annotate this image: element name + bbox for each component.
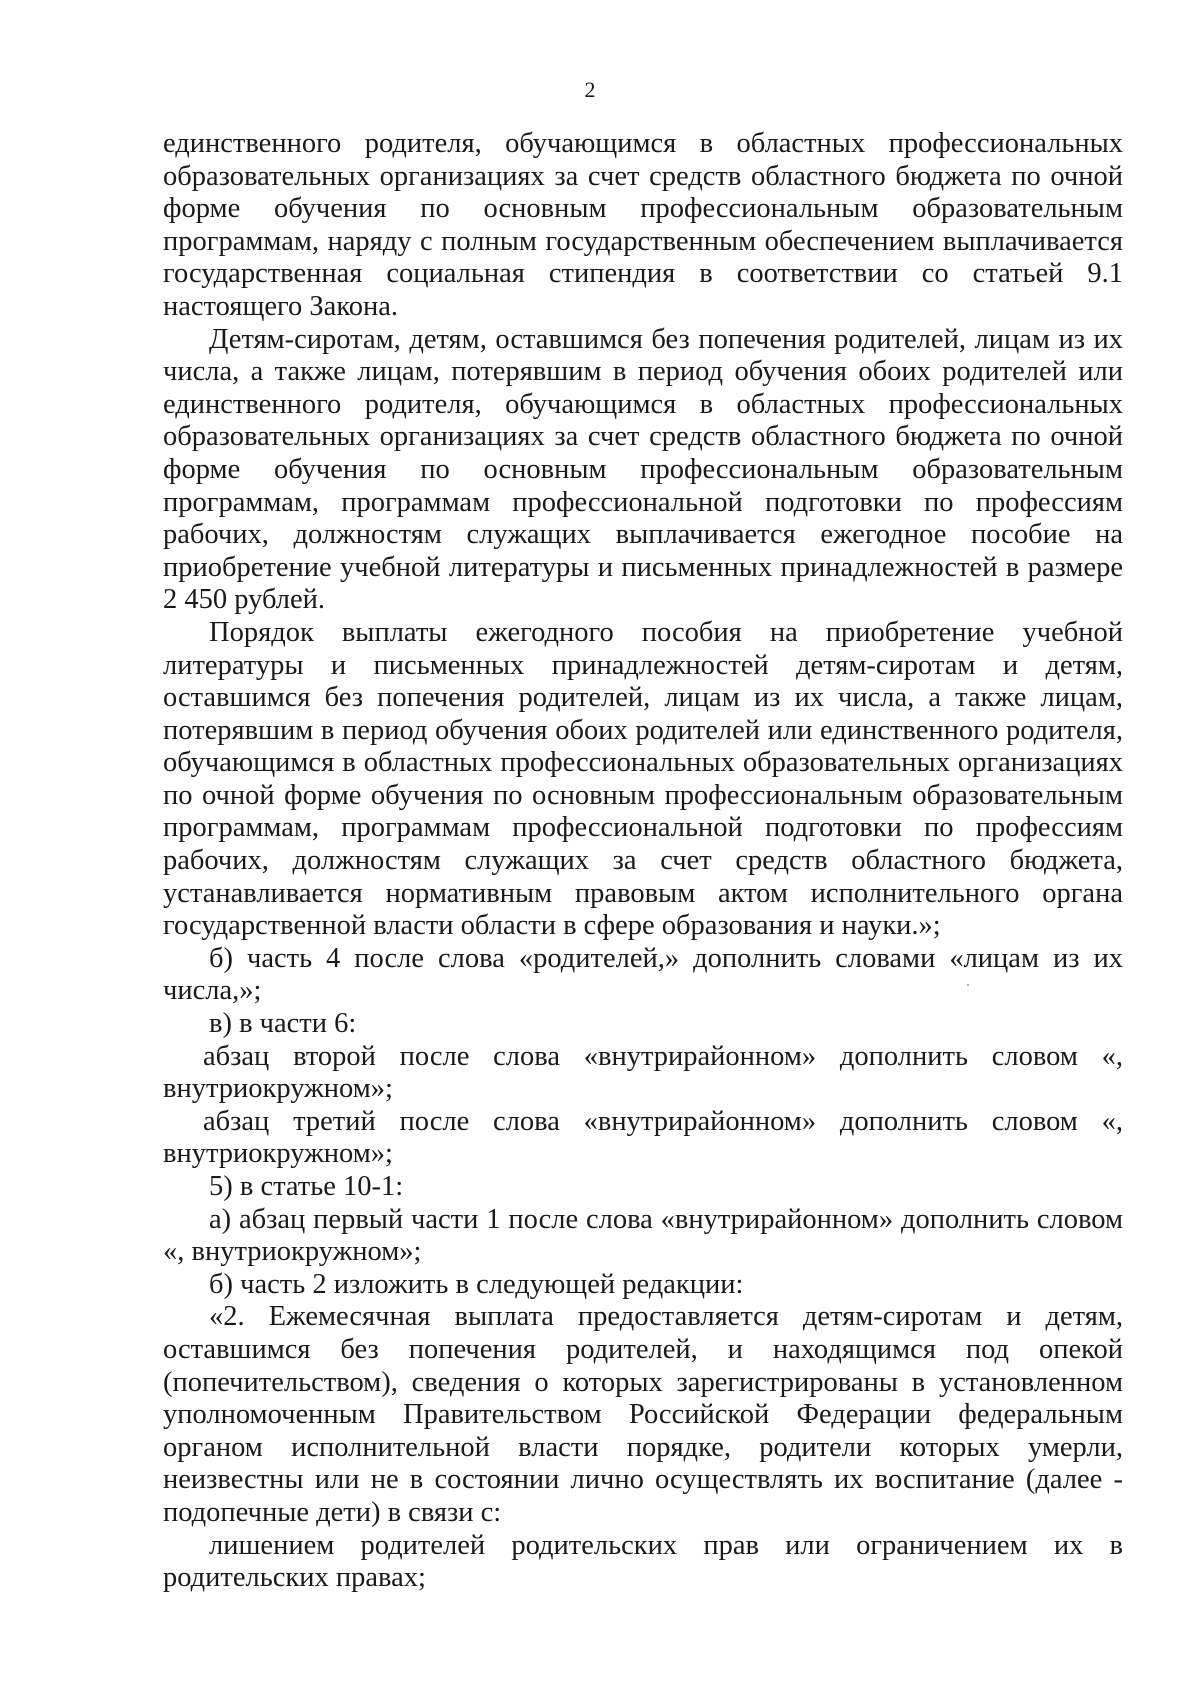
paragraph-item-v-part-6: в) в части 6: — [209, 1008, 357, 1040]
paragraph-deprivation-of-rights: лишением родителей родительских прав или ограничением их в родительских правах; — [163, 1529, 1123, 1594]
paragraph-item-a-part-1: а) абзац первый части 1 после слова «внутрирайонном» дополнить словом «, внутриокружном»; — [163, 1203, 1123, 1268]
paragraph-annual-allowance: Детям-сиротам, детям, оставшимся без попечения родителей, лицам из их числа, а также лицам, потерявшим в период обучения обоих родителей или единственного родителя, обучающимся в областных профессиональных образовательных организациях за счет средств областного бюджета по очной форме обучения по основным профессиональным образовательным программам, программам профессиональной подготовки по профессиям рабочих, должностям служащих выплачивается ежегодное пособие на приобретение учебной литературы и письменных принадлежностей в размере 2 450 рублей. — [163, 323, 1123, 616]
paragraph-stipend: единственного родителя, обучающимся в областных профессиональных образовательных организациях за счет средств областного бюджета по очной форме обучения по основным профессиональным образовательным программам, наряду с полным государственным обеспечением выплачивается государственная социальная стипендия в соответствии со статьей 9.1 настоящего Закона. — [163, 128, 1123, 322]
paragraph-third-abzac: абзац третий после слова «внутрирайонном» дополнить словом «, внутриокружном»; — [163, 1105, 1123, 1170]
paragraph-article-10-1: 5) в статье 10-1: — [209, 1171, 404, 1202]
paragraph-monthly-payment: «2. Ежемесячная выплата предоставляется детям-сиротам и детям, оставшимся без попечения родителей, и находящимся под опекой (попечительством), сведения о которых зарегистрированы в установленном уполномоченным Правительством Российской Федерации федеральным органом исполнительной власти порядке, родители которых умерли, неизвестны или не в состоянии лично осуществлять их воспитание (далее - подопечные дети) в связи с: — [163, 1301, 1123, 1528]
paragraph-second-abzac: абзац второй после слова «внутрирайонном» дополнить словом «, внутриокружном»; — [163, 1040, 1123, 1105]
paragraph-item-b-part-4: б) часть 4 после слова «родителей,» дополнить словами «лицам из их числа,»; — [163, 942, 1123, 1007]
paragraph-payment-procedure: Порядок выплаты ежегодного пособия на приобретение учебной литературы и письменных принадлежностей детям-сиротам и детям, оставшимся без попечения родителей, лицам из их числа, а также лицам, потерявшим в период обучения обоих родителей или единственного родителя, обучающимся в областных профессиональных образовательных организациях по очной форме обучения по основным профессиональным образовательным программам, программам профессиональной подготовки по профессиям рабочих, должностям служащих за счет средств областного бюджета, устанавливается нормативным правовым актом исполнительного органа государственной власти области в сфере образования и науки.»; — [163, 616, 1123, 942]
document-body — [163, 128, 1123, 1595]
page-number: 2 — [584, 77, 596, 102]
scan-speck — [967, 984, 969, 986]
paragraph-item-b-part-2: б) часть 2 изложить в следующей редакции: — [209, 1268, 744, 1300]
